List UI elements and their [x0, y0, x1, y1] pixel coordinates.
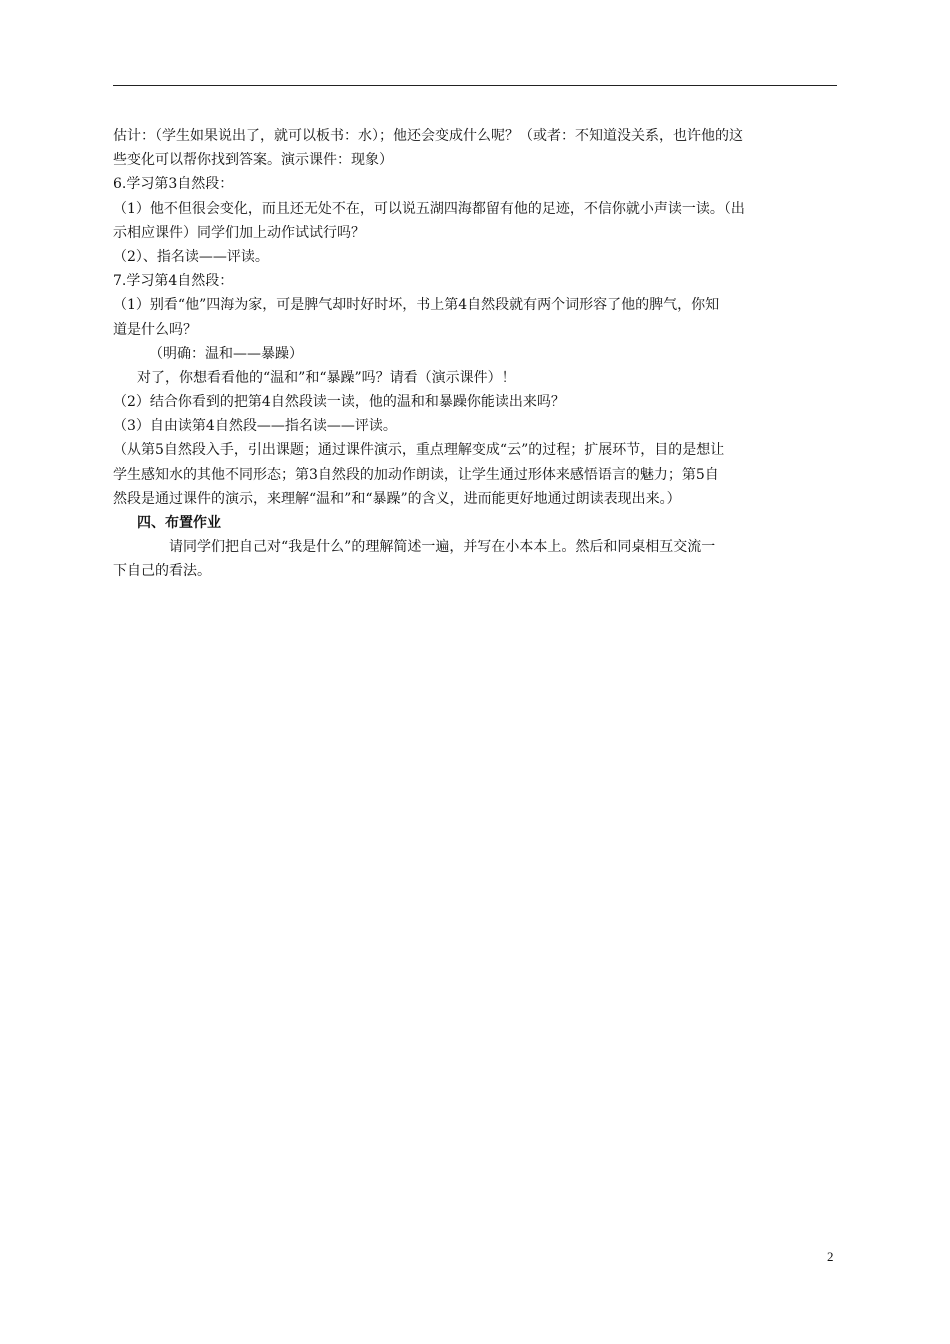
- text-line: （明确：温和——暴躁）: [149, 345, 303, 362]
- page-number: 2: [827, 1249, 834, 1264]
- text-line: 示相应课件）同学们加上动作试试行吗？: [113, 224, 365, 241]
- text-line: 些变化可以帮你找到答案。演示课件：现象）: [113, 152, 393, 169]
- text-line: （3）自由读第4自然段——指名读——评读。: [113, 418, 397, 435]
- text-line: （2）结合你看到的把第4自然段读一读，他的温和和暴躁你能读出来吗？: [113, 394, 565, 411]
- text-line: 然段是通过课件的演示，来理解“温和”和“暴躁”的含义，进而能更好地通过朗读表现出来。）: [113, 490, 681, 507]
- section-heading: 四、布置作业: [137, 515, 221, 531]
- text-line: 对了，你想看看他的“温和”和“暴躁”吗？请看（演示课件）！: [137, 369, 516, 386]
- document-body: [113, 124, 837, 584]
- text-line: （1）别看“他”四海为家，可是脾气却时好时坏，书上第4自然段就有两个词形容了他的脾气，你知: [113, 297, 720, 314]
- text-line: （2）、指名读——评读。: [113, 248, 269, 265]
- text-line: 道是什么吗？: [113, 321, 197, 338]
- text-line: （从第5自然段入手，引出课题；通过课件演示，重点理解变成“云”的过程；扩展环节，目的是想让: [113, 442, 725, 459]
- text-line: 下自己的看法。: [113, 563, 211, 580]
- header-rule: [113, 85, 837, 86]
- text-line: 学生感知水的其他不同形态；第3自然段的加动作朗读，让学生通过形体来感悟语言的魅力；第5自: [113, 466, 719, 483]
- text-line: （1）他不但很会变化，而且还无处不在，可以说五湖四海都留有他的足迹，不信你就小声读一读。（出: [113, 200, 745, 217]
- text-line: 估计：（学生如果说出了，就可以板书：水）；他还会变成什么呢？（或者：不知道没关系，也许他的这: [113, 128, 743, 144]
- text-line: 7.学习第4自然段：: [113, 273, 234, 290]
- text-line: 请同学们把自己对“我是什么”的理解简述一遍，并写在小本本上。然后和同桌相互交流一: [169, 539, 716, 556]
- text-line: 6.学习第3自然段：: [113, 176, 234, 193]
